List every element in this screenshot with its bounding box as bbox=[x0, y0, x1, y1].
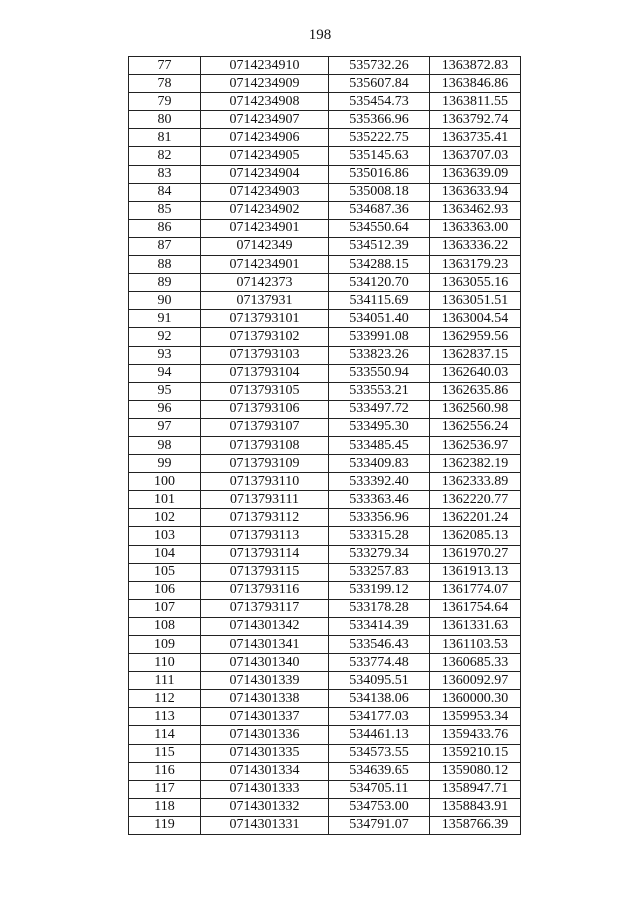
y-coordinate-cell: 1362837.15 bbox=[430, 346, 521, 364]
code-cell: 0713793108 bbox=[201, 436, 329, 454]
point-number-cell: 91 bbox=[129, 310, 201, 328]
code-cell: 0714301340 bbox=[201, 654, 329, 672]
table-row bbox=[129, 147, 521, 165]
x-coordinate-cell: 533495.30 bbox=[329, 418, 430, 436]
y-coordinate-cell: 1362556.24 bbox=[430, 418, 521, 436]
coordinates-table-body bbox=[129, 57, 521, 835]
table-row bbox=[129, 780, 521, 798]
y-coordinate-cell: 1363336.22 bbox=[430, 237, 521, 255]
y-coordinate-cell: 1361970.27 bbox=[430, 545, 521, 563]
point-number-cell: 105 bbox=[129, 563, 201, 581]
table-row bbox=[129, 111, 521, 129]
point-number-cell: 90 bbox=[129, 292, 201, 310]
y-coordinate-cell: 1362220.77 bbox=[430, 491, 521, 509]
x-coordinate-cell: 533315.28 bbox=[329, 527, 430, 545]
code-cell: 0714301336 bbox=[201, 726, 329, 744]
point-number-cell: 79 bbox=[129, 93, 201, 111]
table-row bbox=[129, 798, 521, 816]
table-row bbox=[129, 617, 521, 635]
y-coordinate-cell: 1358947.71 bbox=[430, 780, 521, 798]
code-cell: 0714301333 bbox=[201, 780, 329, 798]
y-coordinate-cell: 1363707.03 bbox=[430, 147, 521, 165]
x-coordinate-cell: 533414.39 bbox=[329, 617, 430, 635]
table-row bbox=[129, 654, 521, 672]
y-coordinate-cell: 1360000.30 bbox=[430, 690, 521, 708]
x-coordinate-cell: 534791.07 bbox=[329, 816, 430, 834]
table-row bbox=[129, 183, 521, 201]
code-cell: 0713793111 bbox=[201, 491, 329, 509]
y-coordinate-cell: 1362959.56 bbox=[430, 328, 521, 346]
x-coordinate-cell: 533774.48 bbox=[329, 654, 430, 672]
code-cell: 07142373 bbox=[201, 274, 329, 292]
point-number-cell: 94 bbox=[129, 364, 201, 382]
point-number-cell: 77 bbox=[129, 57, 201, 75]
code-cell: 0714301339 bbox=[201, 672, 329, 690]
x-coordinate-cell: 533257.83 bbox=[329, 563, 430, 581]
point-number-cell: 108 bbox=[129, 617, 201, 635]
point-number-cell: 81 bbox=[129, 129, 201, 147]
table-row bbox=[129, 708, 521, 726]
x-coordinate-cell: 533199.12 bbox=[329, 581, 430, 599]
code-cell: 0714234902 bbox=[201, 201, 329, 219]
point-number-cell: 85 bbox=[129, 201, 201, 219]
code-cell: 0714234908 bbox=[201, 93, 329, 111]
point-number-cell: 118 bbox=[129, 798, 201, 816]
table-row bbox=[129, 762, 521, 780]
code-cell: 07137931 bbox=[201, 292, 329, 310]
table-row bbox=[129, 129, 521, 147]
y-coordinate-cell: 1360685.33 bbox=[430, 654, 521, 672]
table-row bbox=[129, 473, 521, 491]
y-coordinate-cell: 1358766.39 bbox=[430, 816, 521, 834]
table-row bbox=[129, 364, 521, 382]
table-row bbox=[129, 201, 521, 219]
y-coordinate-cell: 1361103.53 bbox=[430, 636, 521, 654]
code-cell: 0713793112 bbox=[201, 509, 329, 527]
code-cell: 0713793105 bbox=[201, 382, 329, 400]
code-cell: 0713793114 bbox=[201, 545, 329, 563]
y-coordinate-cell: 1359433.76 bbox=[430, 726, 521, 744]
code-cell: 0714234909 bbox=[201, 75, 329, 93]
code-cell: 0714301331 bbox=[201, 816, 329, 834]
y-coordinate-cell: 1361331.63 bbox=[430, 617, 521, 635]
page-number: 198 bbox=[308, 27, 332, 43]
table-row bbox=[129, 328, 521, 346]
point-number-cell: 107 bbox=[129, 599, 201, 617]
point-number-cell: 99 bbox=[129, 455, 201, 473]
code-cell: 0713793101 bbox=[201, 310, 329, 328]
x-coordinate-cell: 535732.26 bbox=[329, 57, 430, 75]
x-coordinate-cell: 534705.11 bbox=[329, 780, 430, 798]
y-coordinate-cell: 1361754.64 bbox=[430, 599, 521, 617]
x-coordinate-cell: 535607.84 bbox=[329, 75, 430, 93]
y-coordinate-cell: 1363179.23 bbox=[430, 256, 521, 274]
point-number-cell: 115 bbox=[129, 744, 201, 762]
table-row bbox=[129, 436, 521, 454]
x-coordinate-cell: 534639.65 bbox=[329, 762, 430, 780]
point-number-cell: 93 bbox=[129, 346, 201, 364]
y-coordinate-cell: 1362333.89 bbox=[430, 473, 521, 491]
code-cell: 0714301338 bbox=[201, 690, 329, 708]
y-coordinate-cell: 1363051.51 bbox=[430, 292, 521, 310]
point-number-cell: 113 bbox=[129, 708, 201, 726]
point-number-cell: 92 bbox=[129, 328, 201, 346]
y-coordinate-cell: 1363633.94 bbox=[430, 183, 521, 201]
code-cell: 0713793107 bbox=[201, 418, 329, 436]
y-coordinate-cell: 1363055.16 bbox=[430, 274, 521, 292]
x-coordinate-cell: 534177.03 bbox=[329, 708, 430, 726]
y-coordinate-cell: 1361913.13 bbox=[430, 563, 521, 581]
x-coordinate-cell: 534095.51 bbox=[329, 672, 430, 690]
point-number-cell: 96 bbox=[129, 400, 201, 418]
y-coordinate-cell: 1362560.98 bbox=[430, 400, 521, 418]
table-row bbox=[129, 636, 521, 654]
point-number-cell: 116 bbox=[129, 762, 201, 780]
point-number-cell: 89 bbox=[129, 274, 201, 292]
table-row bbox=[129, 310, 521, 328]
code-cell: 0713793103 bbox=[201, 346, 329, 364]
y-coordinate-cell: 1362382.19 bbox=[430, 455, 521, 473]
point-number-cell: 119 bbox=[129, 816, 201, 834]
table-row bbox=[129, 744, 521, 762]
y-coordinate-cell: 1360092.97 bbox=[430, 672, 521, 690]
point-number-cell: 88 bbox=[129, 256, 201, 274]
y-coordinate-cell: 1363792.74 bbox=[430, 111, 521, 129]
table-row bbox=[129, 455, 521, 473]
code-cell: 0713793113 bbox=[201, 527, 329, 545]
point-number-cell: 80 bbox=[129, 111, 201, 129]
code-cell: 0714301332 bbox=[201, 798, 329, 816]
code-cell: 0713793116 bbox=[201, 581, 329, 599]
y-coordinate-cell: 1363462.93 bbox=[430, 201, 521, 219]
code-cell: 0714234901 bbox=[201, 219, 329, 237]
x-coordinate-cell: 534120.70 bbox=[329, 274, 430, 292]
x-coordinate-cell: 533550.94 bbox=[329, 364, 430, 382]
point-number-cell: 78 bbox=[129, 75, 201, 93]
table-row bbox=[129, 491, 521, 509]
y-coordinate-cell: 1362085.13 bbox=[430, 527, 521, 545]
table-row bbox=[129, 726, 521, 744]
code-cell: 0714301334 bbox=[201, 762, 329, 780]
y-coordinate-cell: 1362640.03 bbox=[430, 364, 521, 382]
code-cell: 0714234910 bbox=[201, 57, 329, 75]
point-number-cell: 82 bbox=[129, 147, 201, 165]
x-coordinate-cell: 533991.08 bbox=[329, 328, 430, 346]
y-coordinate-cell: 1363363.00 bbox=[430, 219, 521, 237]
x-coordinate-cell: 534753.00 bbox=[329, 798, 430, 816]
y-coordinate-cell: 1358843.91 bbox=[430, 798, 521, 816]
point-number-cell: 111 bbox=[129, 672, 201, 690]
x-coordinate-cell: 533553.21 bbox=[329, 382, 430, 400]
x-coordinate-cell: 534550.64 bbox=[329, 219, 430, 237]
code-cell: 0714234906 bbox=[201, 129, 329, 147]
point-number-cell: 117 bbox=[129, 780, 201, 798]
x-coordinate-cell: 535008.18 bbox=[329, 183, 430, 201]
y-coordinate-cell: 1363735.41 bbox=[430, 129, 521, 147]
code-cell: 0713793104 bbox=[201, 364, 329, 382]
x-coordinate-cell: 534512.39 bbox=[329, 237, 430, 255]
coordinates-table bbox=[128, 56, 521, 835]
table-row bbox=[129, 256, 521, 274]
point-number-cell: 110 bbox=[129, 654, 201, 672]
x-coordinate-cell: 533409.83 bbox=[329, 455, 430, 473]
point-number-cell: 95 bbox=[129, 382, 201, 400]
x-coordinate-cell: 534461.13 bbox=[329, 726, 430, 744]
code-cell: 0714301342 bbox=[201, 617, 329, 635]
x-coordinate-cell: 533546.43 bbox=[329, 636, 430, 654]
code-cell: 0714301341 bbox=[201, 636, 329, 654]
point-number-cell: 114 bbox=[129, 726, 201, 744]
code-cell: 0714234905 bbox=[201, 147, 329, 165]
table-row bbox=[129, 816, 521, 834]
table-row bbox=[129, 599, 521, 617]
x-coordinate-cell: 533497.72 bbox=[329, 400, 430, 418]
y-coordinate-cell: 1363811.55 bbox=[430, 93, 521, 111]
y-coordinate-cell: 1359953.34 bbox=[430, 708, 521, 726]
x-coordinate-cell: 535366.96 bbox=[329, 111, 430, 129]
x-coordinate-cell: 534051.40 bbox=[329, 310, 430, 328]
x-coordinate-cell: 534573.55 bbox=[329, 744, 430, 762]
x-coordinate-cell: 533279.34 bbox=[329, 545, 430, 563]
table-row bbox=[129, 690, 521, 708]
code-cell: 0713793106 bbox=[201, 400, 329, 418]
point-number-cell: 87 bbox=[129, 237, 201, 255]
y-coordinate-cell: 1361774.07 bbox=[430, 581, 521, 599]
x-coordinate-cell: 535145.63 bbox=[329, 147, 430, 165]
y-coordinate-cell: 1362635.86 bbox=[430, 382, 521, 400]
point-number-cell: 101 bbox=[129, 491, 201, 509]
x-coordinate-cell: 535016.86 bbox=[329, 165, 430, 183]
x-coordinate-cell: 533178.28 bbox=[329, 599, 430, 617]
table-row bbox=[129, 274, 521, 292]
x-coordinate-cell: 533823.26 bbox=[329, 346, 430, 364]
table-row bbox=[129, 237, 521, 255]
table-row bbox=[129, 418, 521, 436]
point-number-cell: 86 bbox=[129, 219, 201, 237]
code-cell: 0714234903 bbox=[201, 183, 329, 201]
point-number-cell: 103 bbox=[129, 527, 201, 545]
x-coordinate-cell: 533485.45 bbox=[329, 436, 430, 454]
table-row bbox=[129, 292, 521, 310]
table-row bbox=[129, 400, 521, 418]
x-coordinate-cell: 534115.69 bbox=[329, 292, 430, 310]
table-row bbox=[129, 219, 521, 237]
table-row bbox=[129, 382, 521, 400]
y-coordinate-cell: 1363004.54 bbox=[430, 310, 521, 328]
code-cell: 0713793102 bbox=[201, 328, 329, 346]
x-coordinate-cell: 533363.46 bbox=[329, 491, 430, 509]
code-cell: 0714234904 bbox=[201, 165, 329, 183]
point-number-cell: 102 bbox=[129, 509, 201, 527]
point-number-cell: 97 bbox=[129, 418, 201, 436]
x-coordinate-cell: 533392.40 bbox=[329, 473, 430, 491]
table-row bbox=[129, 581, 521, 599]
x-coordinate-cell: 534288.15 bbox=[329, 256, 430, 274]
table-row bbox=[129, 75, 521, 93]
point-number-cell: 109 bbox=[129, 636, 201, 654]
code-cell: 0713793117 bbox=[201, 599, 329, 617]
code-cell: 0714234907 bbox=[201, 111, 329, 129]
x-coordinate-cell: 535454.73 bbox=[329, 93, 430, 111]
table-row bbox=[129, 545, 521, 563]
point-number-cell: 106 bbox=[129, 581, 201, 599]
point-number-cell: 104 bbox=[129, 545, 201, 563]
code-cell: 0714301337 bbox=[201, 708, 329, 726]
code-cell: 0713793110 bbox=[201, 473, 329, 491]
x-coordinate-cell: 534687.36 bbox=[329, 201, 430, 219]
code-cell: 07142349 bbox=[201, 237, 329, 255]
code-cell: 0713793109 bbox=[201, 455, 329, 473]
point-number-cell: 83 bbox=[129, 165, 201, 183]
y-coordinate-cell: 1362536.97 bbox=[430, 436, 521, 454]
y-coordinate-cell: 1363872.83 bbox=[430, 57, 521, 75]
table-row bbox=[129, 527, 521, 545]
table-row bbox=[129, 165, 521, 183]
code-cell: 0713793115 bbox=[201, 563, 329, 581]
table-row bbox=[129, 672, 521, 690]
table-row bbox=[129, 346, 521, 364]
point-number-cell: 98 bbox=[129, 436, 201, 454]
table-row bbox=[129, 57, 521, 75]
x-coordinate-cell: 533356.96 bbox=[329, 509, 430, 527]
table-row bbox=[129, 563, 521, 581]
code-cell: 0714234901 bbox=[201, 256, 329, 274]
y-coordinate-cell: 1359080.12 bbox=[430, 762, 521, 780]
table-row bbox=[129, 509, 521, 527]
y-coordinate-cell: 1362201.24 bbox=[430, 509, 521, 527]
x-coordinate-cell: 535222.75 bbox=[329, 129, 430, 147]
point-number-cell: 112 bbox=[129, 690, 201, 708]
code-cell: 0714301335 bbox=[201, 744, 329, 762]
point-number-cell: 84 bbox=[129, 183, 201, 201]
x-coordinate-cell: 534138.06 bbox=[329, 690, 430, 708]
y-coordinate-cell: 1359210.15 bbox=[430, 744, 521, 762]
table-row bbox=[129, 93, 521, 111]
y-coordinate-cell: 1363846.86 bbox=[430, 75, 521, 93]
point-number-cell: 100 bbox=[129, 473, 201, 491]
y-coordinate-cell: 1363639.09 bbox=[430, 165, 521, 183]
